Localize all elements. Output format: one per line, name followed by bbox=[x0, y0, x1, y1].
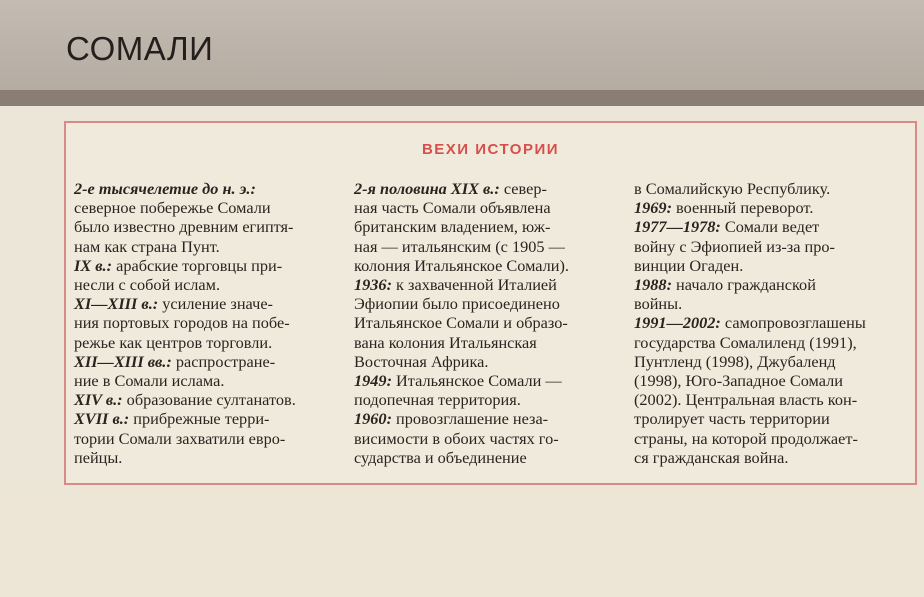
milestone-date: XII—XIII вв.: bbox=[74, 351, 172, 371]
text-line bbox=[634, 198, 904, 217]
text-line bbox=[634, 390, 904, 409]
text-line bbox=[634, 217, 904, 236]
milestone-date: XVII в.: bbox=[74, 409, 130, 429]
text-line bbox=[74, 198, 344, 217]
milestone-text: самопровозглашены bbox=[720, 313, 866, 333]
history-milestones-box bbox=[64, 121, 917, 485]
milestone-text: войну с Эфиопией из-за про- bbox=[634, 236, 835, 256]
text-line bbox=[634, 448, 904, 467]
milestone-text: висимости в обоих частях го- bbox=[354, 428, 559, 448]
milestone-text: режье как центров торговли. bbox=[74, 332, 273, 352]
text-line bbox=[634, 371, 904, 390]
milestone-text: Пунтленд (1998), Джубаленд bbox=[634, 351, 836, 371]
milestone-text: север- bbox=[499, 179, 547, 198]
text-line bbox=[74, 448, 344, 467]
text-line bbox=[634, 429, 904, 448]
text-line bbox=[354, 179, 626, 198]
milestone-date: 1977—1978: bbox=[634, 217, 721, 237]
milestone-text: ния портовых городов на побе- bbox=[74, 313, 290, 333]
milestone-date: IX в.: bbox=[74, 255, 113, 275]
milestone-date: XI—XIII в.: bbox=[74, 294, 159, 314]
milestone-text: Итальянское Сомали — bbox=[391, 371, 562, 391]
milestone-text: военный переворот. bbox=[671, 198, 814, 218]
text-line bbox=[74, 352, 344, 371]
text-line bbox=[354, 256, 626, 275]
milestone-text: ние в Сомали ислама. bbox=[74, 371, 225, 391]
text-line bbox=[74, 294, 344, 313]
milestone-text: пейцы. bbox=[74, 447, 123, 467]
text-line bbox=[354, 371, 626, 390]
milestone-date: 1960: bbox=[354, 409, 392, 429]
milestone-text: Эфиопии было присоединено bbox=[354, 294, 560, 314]
text-line bbox=[74, 179, 344, 198]
text-line bbox=[74, 275, 344, 294]
text-line bbox=[634, 275, 904, 294]
text-line bbox=[354, 313, 626, 332]
text-line bbox=[634, 179, 904, 198]
milestone-text: подопечная территория. bbox=[354, 390, 521, 410]
text-line bbox=[354, 352, 626, 371]
milestone-text: ся гражданская война. bbox=[634, 447, 789, 467]
milestone-text: провозглашение неза- bbox=[391, 409, 549, 429]
page-title: СОМАЛИ bbox=[66, 30, 214, 67]
text-line bbox=[634, 352, 904, 371]
text-line bbox=[354, 217, 626, 236]
milestone-text: винции Огаден. bbox=[634, 255, 744, 275]
column-2 bbox=[354, 179, 626, 467]
milestone-text: арабские торговцы при- bbox=[112, 255, 283, 275]
milestone-text: несли с собой ислам. bbox=[74, 275, 221, 295]
text-line bbox=[354, 448, 626, 467]
milestone-text: в Сомалийскую Республику. bbox=[634, 179, 831, 198]
milestone-text: прибрежные терри- bbox=[129, 409, 270, 429]
milestone-text: страны, на которой продолжает- bbox=[634, 428, 858, 448]
milestone-date: 1949: bbox=[354, 371, 392, 391]
column-1 bbox=[74, 179, 344, 467]
text-line bbox=[74, 390, 344, 409]
milestone-text: Восточная Африка. bbox=[354, 351, 489, 371]
milestone-text: вана колония Итальянская bbox=[354, 332, 537, 352]
milestone-text: сударства и объединение bbox=[354, 447, 527, 467]
text-line bbox=[354, 275, 626, 294]
milestone-text: тролирует часть территории bbox=[634, 409, 830, 429]
text-line bbox=[354, 333, 626, 352]
text-line bbox=[634, 256, 904, 275]
milestone-text: к захваченной Италией bbox=[391, 275, 557, 295]
milestone-text: ная — итальянским (с 1905 — bbox=[354, 236, 565, 256]
text-line bbox=[74, 333, 344, 352]
milestone-date: 1991—2002: bbox=[634, 313, 721, 333]
text-line bbox=[634, 409, 904, 428]
text-line bbox=[354, 409, 626, 428]
text-line bbox=[74, 217, 344, 236]
milestone-text: тории Сомали захватили евро- bbox=[74, 428, 286, 448]
milestone-date: 2-е тысячелетие до н. э.: bbox=[74, 179, 256, 198]
text-line bbox=[354, 390, 626, 409]
milestone-text: Сомали ведет bbox=[720, 217, 820, 237]
text-line bbox=[74, 256, 344, 275]
milestone-text: Итальянское Сомали и образо- bbox=[354, 313, 568, 333]
text-line bbox=[74, 409, 344, 428]
milestone-text: ная часть Сомали объявлена bbox=[354, 198, 551, 218]
milestone-text: усиление значе- bbox=[158, 294, 273, 314]
milestone-text: государства Сомалиленд (1991), bbox=[634, 332, 857, 352]
text-line bbox=[74, 429, 344, 448]
milestone-text: образование султанатов. bbox=[122, 390, 296, 410]
milestone-text: было известно древним египтя- bbox=[74, 217, 294, 237]
text-line bbox=[634, 237, 904, 256]
text-line bbox=[74, 237, 344, 256]
milestone-date: XIV в.: bbox=[74, 390, 123, 410]
text-line bbox=[74, 371, 344, 390]
text-line bbox=[74, 313, 344, 332]
milestone-text: войны. bbox=[634, 294, 683, 314]
milestone-text: нам как страна Пунт. bbox=[74, 236, 220, 256]
text-line bbox=[354, 294, 626, 313]
text-line bbox=[634, 294, 904, 313]
milestone-text: британским владением, юж- bbox=[354, 217, 551, 237]
milestone-date: 1988: bbox=[634, 275, 672, 295]
column-3 bbox=[634, 179, 904, 467]
text-line bbox=[634, 333, 904, 352]
page-bottom bbox=[0, 490, 924, 597]
milestone-text: распростране- bbox=[171, 351, 276, 371]
text-line bbox=[354, 429, 626, 448]
milestone-text: (2002). Центральная власть кон- bbox=[634, 390, 858, 410]
text-line bbox=[354, 198, 626, 217]
box-title: ВЕХИ ИСТОРИИ bbox=[421, 141, 560, 158]
milestone-text: колония Итальянское Сомали). bbox=[354, 255, 569, 275]
milestone-date: 1969: bbox=[634, 198, 672, 218]
header-divider bbox=[0, 90, 924, 106]
text-line bbox=[354, 237, 626, 256]
milestone-text: (1998), Юго-Западное Сомали bbox=[634, 371, 843, 391]
milestone-text: северное побережье Сомали bbox=[74, 198, 271, 218]
text-line bbox=[634, 313, 904, 332]
milestone-date: 1936: bbox=[354, 275, 392, 295]
milestone-text: начало гражданской bbox=[671, 275, 816, 295]
milestone-date: 2-я половина XIX в.: bbox=[354, 179, 500, 198]
